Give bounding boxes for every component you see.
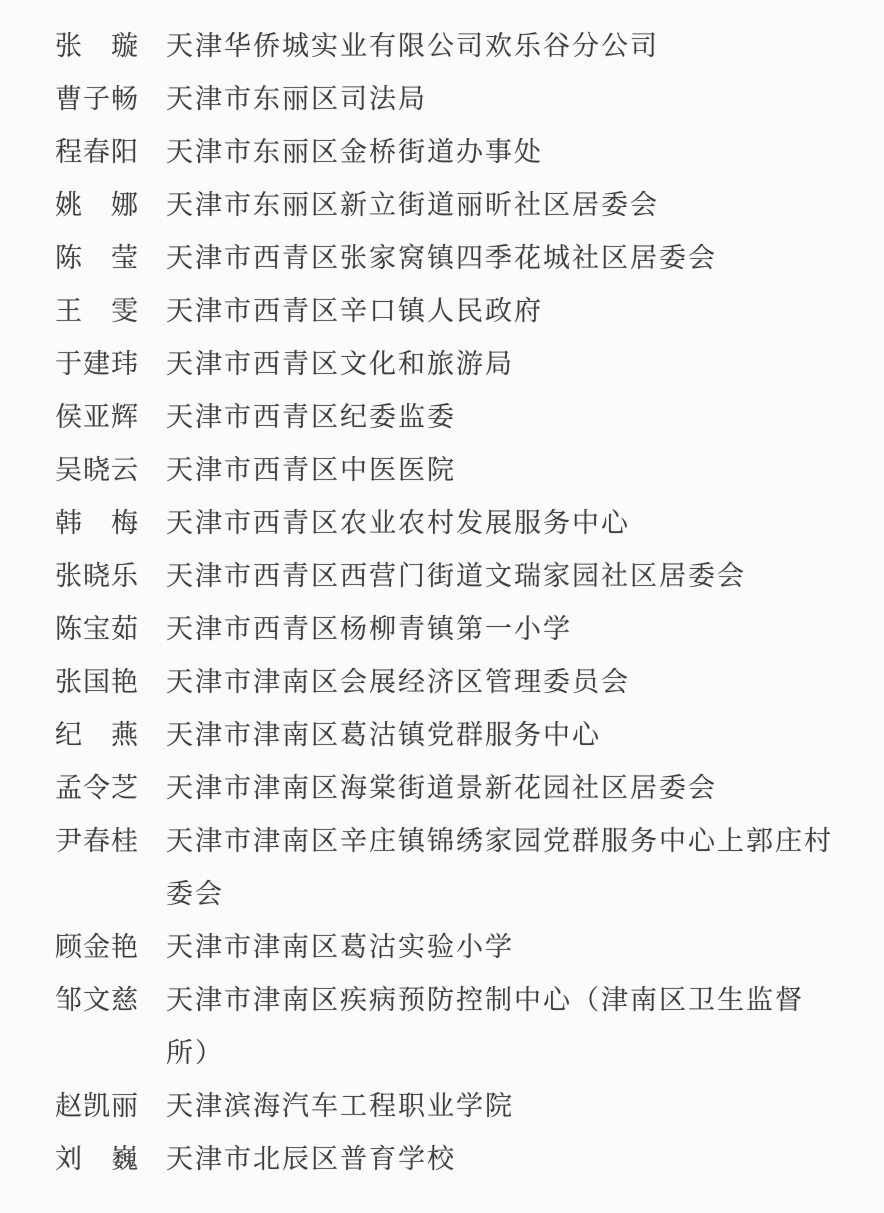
- person-name: 张晓乐: [55, 561, 139, 591]
- organization-name: 天津市津南区疾病预防控制中心（津南区卫生监督所）: [166, 985, 804, 1068]
- roster-row: [55, 497, 884, 550]
- roster-row: [55, 762, 884, 815]
- roster-row: [55, 444, 884, 497]
- person-name: 姚 娜: [55, 190, 139, 220]
- roster-row: [55, 338, 884, 391]
- person-name: 吴晓云: [55, 455, 139, 485]
- organization-name: 天津市西青区文化和旅游局: [166, 349, 514, 379]
- roster-row: [55, 815, 884, 921]
- organization-name: 天津市津南区会展经济区管理委员会: [166, 667, 630, 697]
- organization-name: 天津市津南区辛庄镇锦绣家园党群服务中心上郭庄村委会: [166, 826, 833, 909]
- person-name: 邹文慈: [55, 985, 139, 1015]
- roster-row: [55, 285, 884, 338]
- organization-name: 天津滨海汽车工程职业学院: [166, 1091, 514, 1121]
- organization-name: 天津市津南区葛沽实验小学: [166, 932, 514, 962]
- organization-name: 天津市津南区海棠街道景新花园社区居委会: [166, 773, 717, 803]
- roster-row: [55, 73, 884, 126]
- person-name: 于建玮: [55, 349, 139, 379]
- organization-name: 天津市西青区纪委监委: [166, 402, 456, 432]
- organization-name: 天津市西青区西营门街道文瑞家园社区居委会: [166, 561, 746, 591]
- roster-row: [55, 20, 884, 73]
- organization-name: 天津市西青区农业农村发展服务中心: [166, 508, 630, 538]
- roster-row: [55, 709, 884, 762]
- roster-row: [55, 126, 884, 179]
- organization-name: 天津市北辰区普育学校: [166, 1144, 456, 1174]
- person-name: 张国艳: [55, 667, 139, 697]
- organization-name: 天津市西青区杨柳青镇第一小学: [166, 614, 572, 644]
- person-name: 张 璇: [55, 31, 139, 61]
- organization-name: 天津市东丽区司法局: [166, 84, 427, 114]
- person-name: 纪 燕: [55, 720, 139, 750]
- organization-name: 天津市东丽区新立街道丽昕社区居委会: [166, 190, 659, 220]
- roster-row: [55, 1080, 884, 1133]
- person-name: 曹子畅: [55, 84, 139, 114]
- person-name: 程春阳: [55, 137, 139, 167]
- person-name: 陈宝茹: [55, 614, 139, 644]
- organization-name: 天津市西青区张家窝镇四季花城社区居委会: [166, 243, 717, 273]
- roster-row: [55, 921, 884, 974]
- person-name: 侯亚辉: [55, 402, 139, 432]
- organization-name: 天津华侨城实业有限公司欢乐谷分公司: [166, 31, 659, 61]
- person-name: 刘 巍: [55, 1144, 139, 1174]
- organization-name: 天津市津南区葛沽镇党群服务中心: [166, 720, 601, 750]
- person-name: 顾金艳: [55, 932, 139, 962]
- roster-row: [55, 656, 884, 709]
- roster-row: [55, 603, 884, 656]
- roster-row: [55, 391, 884, 444]
- person-name: 陈 莹: [55, 243, 139, 273]
- person-name: 尹春桂: [55, 826, 139, 856]
- person-name: 王 雯: [55, 296, 139, 326]
- person-name: 孟令芝: [55, 773, 139, 803]
- roster-row: [55, 550, 884, 603]
- organization-name: 天津市西青区中医医院: [166, 455, 456, 485]
- organization-name: 天津市东丽区金桥街道办事处: [166, 137, 543, 167]
- person-name: 韩 梅: [55, 508, 139, 538]
- roster-row: [55, 974, 884, 1080]
- roster-row: [55, 179, 884, 232]
- roster-row: [55, 232, 884, 285]
- organization-name: 天津市西青区辛口镇人民政府: [166, 296, 543, 326]
- person-name: 赵凯丽: [55, 1091, 139, 1121]
- roster-row: [55, 1133, 884, 1186]
- roster-list: [55, 20, 884, 1186]
